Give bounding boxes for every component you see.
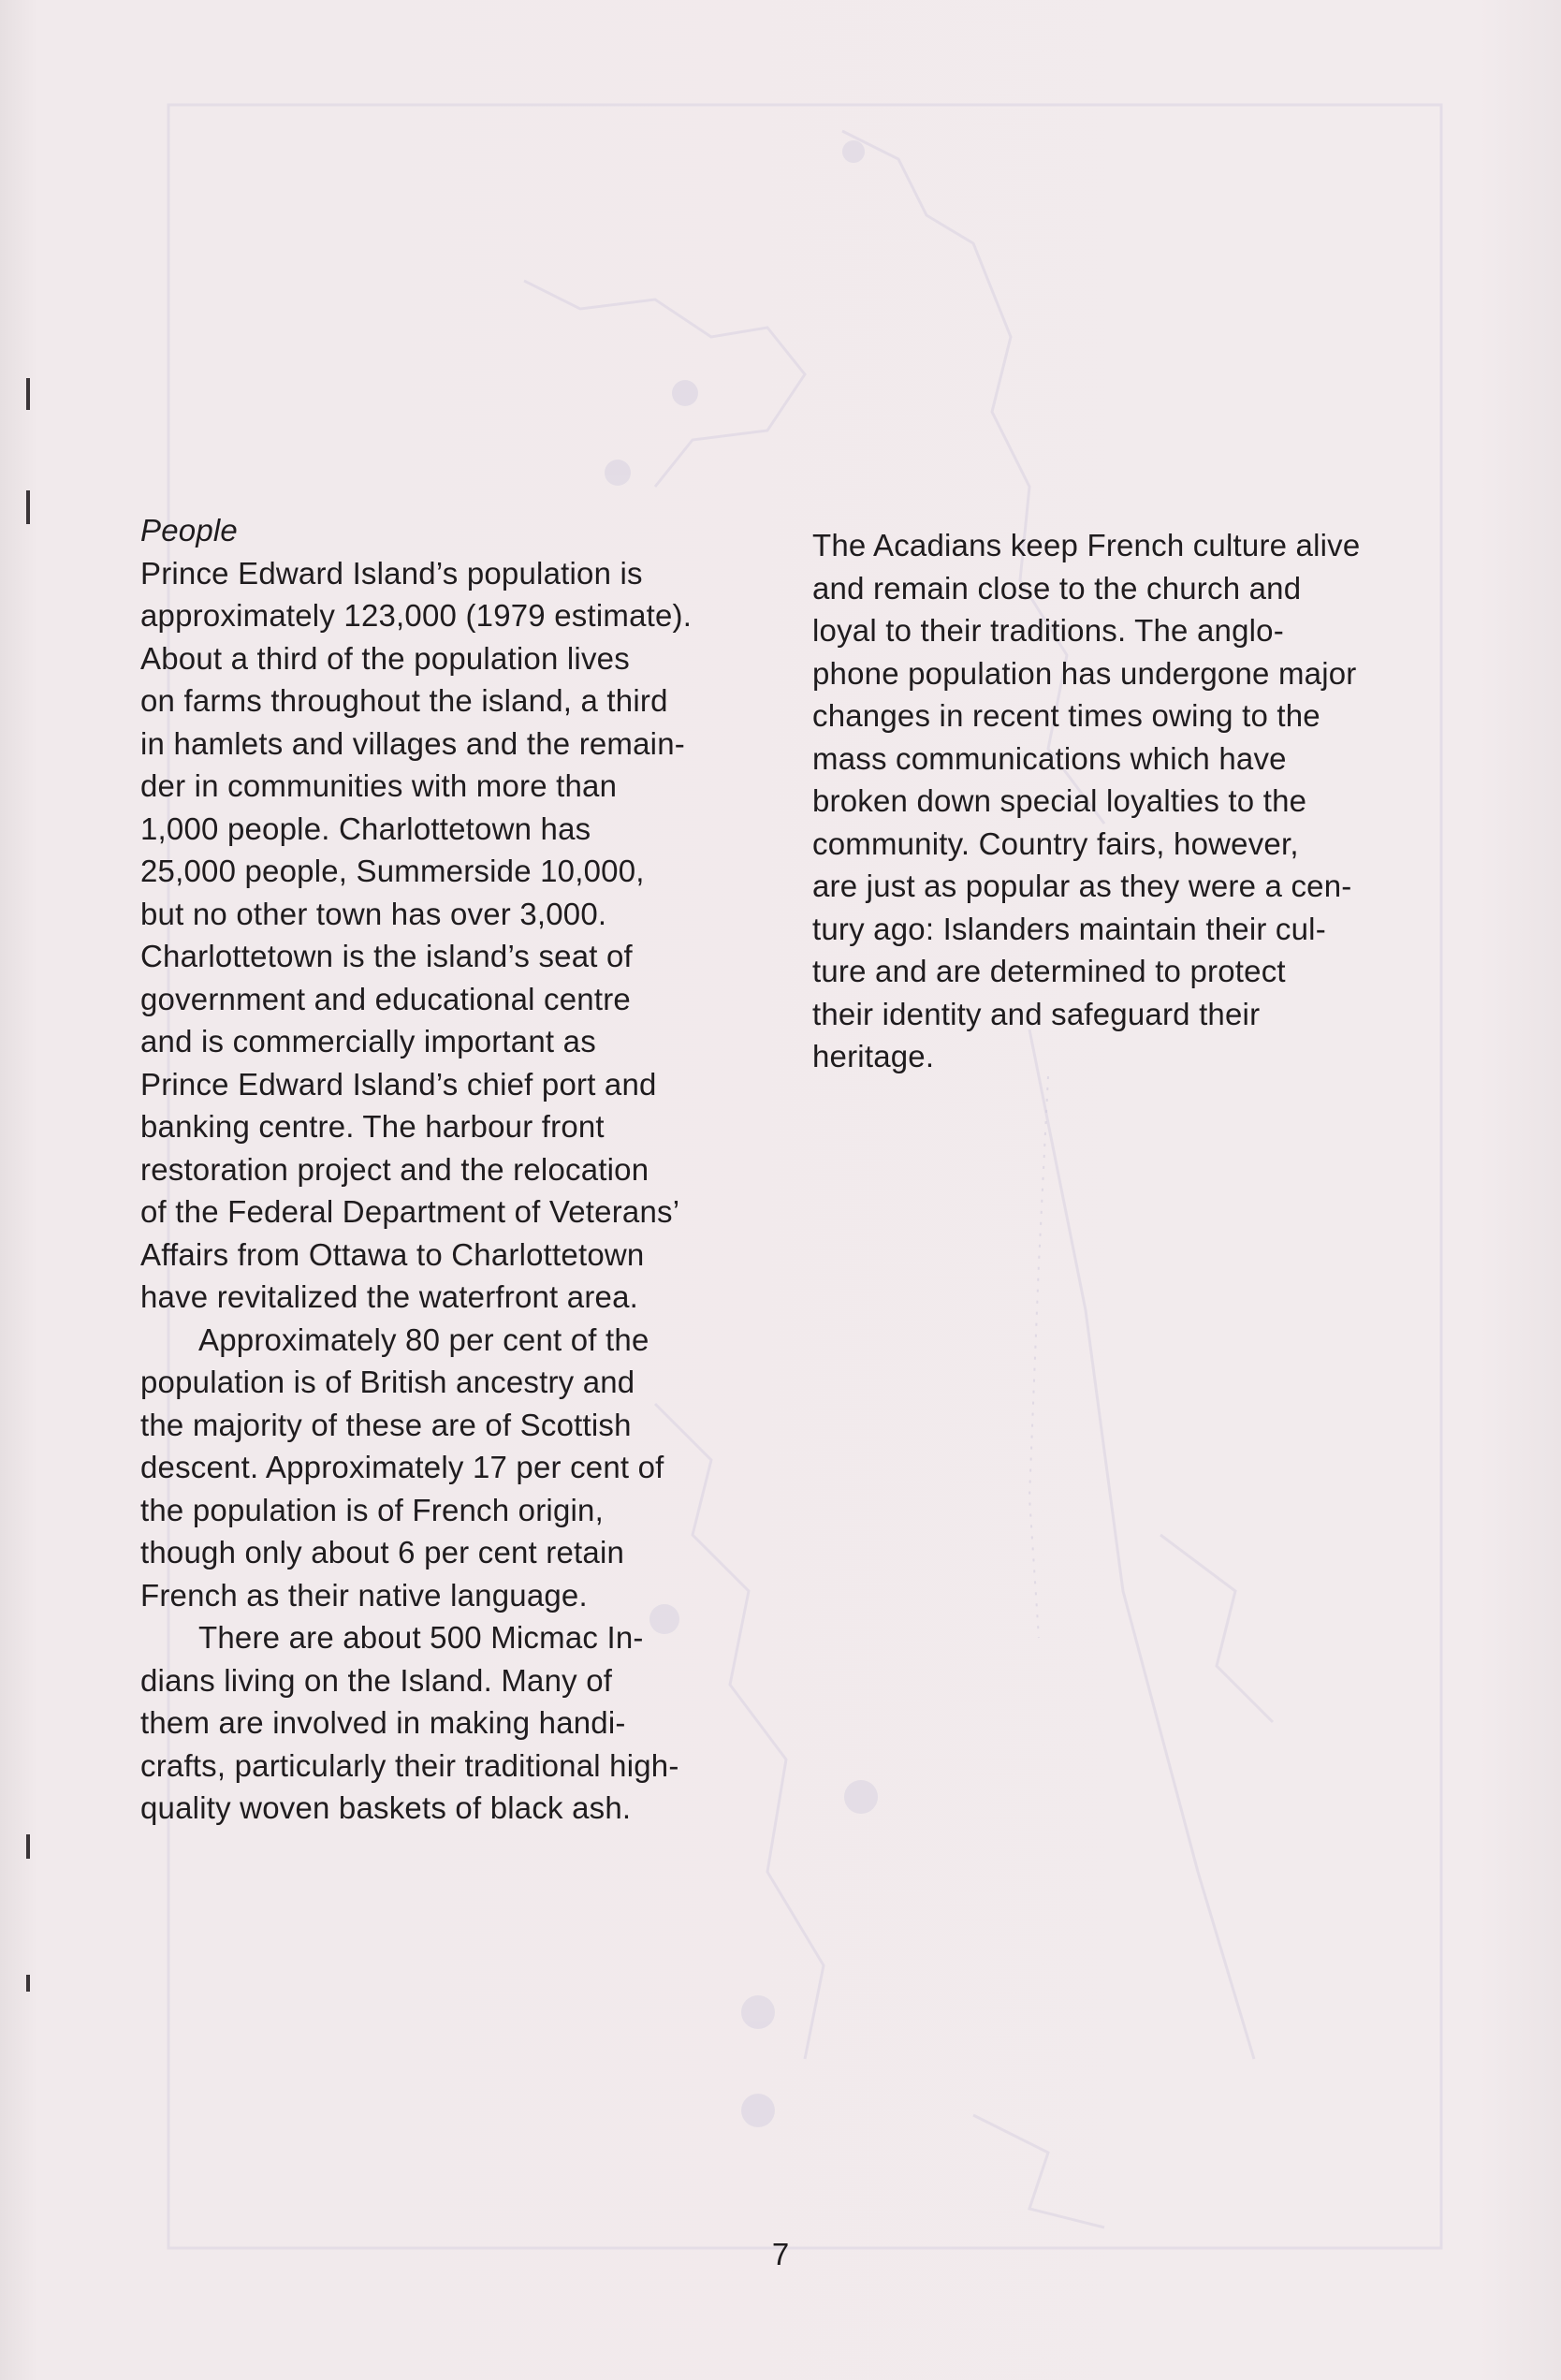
body-line: on farms throughout the island, a third: [140, 683, 668, 718]
body-line: tury ago: Islanders maintain their cul-: [812, 911, 1326, 946]
body-line: heritage.: [812, 1039, 935, 1073]
body-line: community. Country fairs, however,: [812, 825, 1299, 861]
right-column-text: [812, 524, 1458, 1078]
body-line: population is of British ancestry and: [140, 1365, 635, 1399]
body-line: There are about 500 Micmac In-: [198, 1620, 644, 1655]
body-line: Prince Edward Island’s chief port and: [140, 1066, 657, 1102]
body-line: The Acadians keep French culture alive: [812, 528, 1361, 562]
left-column-text: [140, 509, 786, 1830]
body-line: though only about 6 per cent retain: [140, 1535, 625, 1570]
body-line: 1,000 people. Charlottetown has: [140, 810, 591, 846]
body-line: Prince Edward Island’s population is: [140, 555, 643, 591]
binding-mark: [26, 490, 30, 524]
binding-mark: [26, 1975, 30, 1992]
body-line: but no other town has over 3,000.: [140, 896, 607, 931]
body-line: Affairs from Ottawa to Charlottetown: [140, 1236, 645, 1272]
body-line: government and educational centre: [140, 981, 631, 1016]
body-line: have revitalized the waterfront area.: [140, 1279, 639, 1314]
body-line: the majority of these are of Scottish: [140, 1407, 632, 1442]
binding-mark: [26, 1834, 30, 1859]
body-line: crafts, particularly their traditional high-: [140, 1747, 679, 1783]
body-line: broken down special loyalties to the: [812, 783, 1307, 818]
body-line: ture and are determined to protect: [812, 954, 1286, 988]
body-line: are just as popular as they were a cen-: [812, 869, 1352, 903]
body-line: French as their native language.: [140, 1577, 588, 1613]
body-line: quality woven baskets of black ash.: [140, 1790, 632, 1825]
body-line: in hamlets and villages and the remain-: [140, 725, 685, 761]
binding-mark: [26, 378, 30, 410]
body-line: mass communications which have: [812, 740, 1287, 776]
body-line: and remain close to the church and: [812, 570, 1302, 606]
section-heading-people: People: [140, 513, 238, 548]
body-line: About a third of the population lives: [140, 640, 630, 676]
body-line: and is commercially important as: [140, 1024, 596, 1059]
body-line: the population is of French origin,: [140, 1492, 604, 1527]
body-line: changes in recent times owing to the: [812, 698, 1320, 733]
body-line: 25,000 people, Summerside 10,000,: [140, 854, 645, 888]
body-line: descent. Approximately 17 per cent of: [140, 1450, 664, 1484]
body-line: of the Federal Department of Veterans’: [140, 1194, 680, 1229]
body-line: their identity and safeguard their: [812, 996, 1261, 1031]
body-line: der in communities with more than: [140, 768, 618, 803]
body-line: Approximately 80 per cent of the: [198, 1321, 649, 1357]
body-line: banking centre. The harbour front: [140, 1109, 605, 1144]
body-line: Charlottetown is the island’s seat of: [140, 939, 633, 973]
body-line: dians living on the Island. Many of: [140, 1662, 613, 1698]
body-line: restoration project and the relocation: [140, 1151, 649, 1187]
body-line: phone population has undergone major: [812, 655, 1357, 691]
page-number: 7: [771, 2237, 790, 2271]
body-line: approximately 123,000 (1979 estimate).: [140, 598, 693, 633]
body-line: loyal to their traditions. The anglo-: [812, 613, 1284, 648]
body-line: them are involved in making handi-: [140, 1705, 626, 1740]
